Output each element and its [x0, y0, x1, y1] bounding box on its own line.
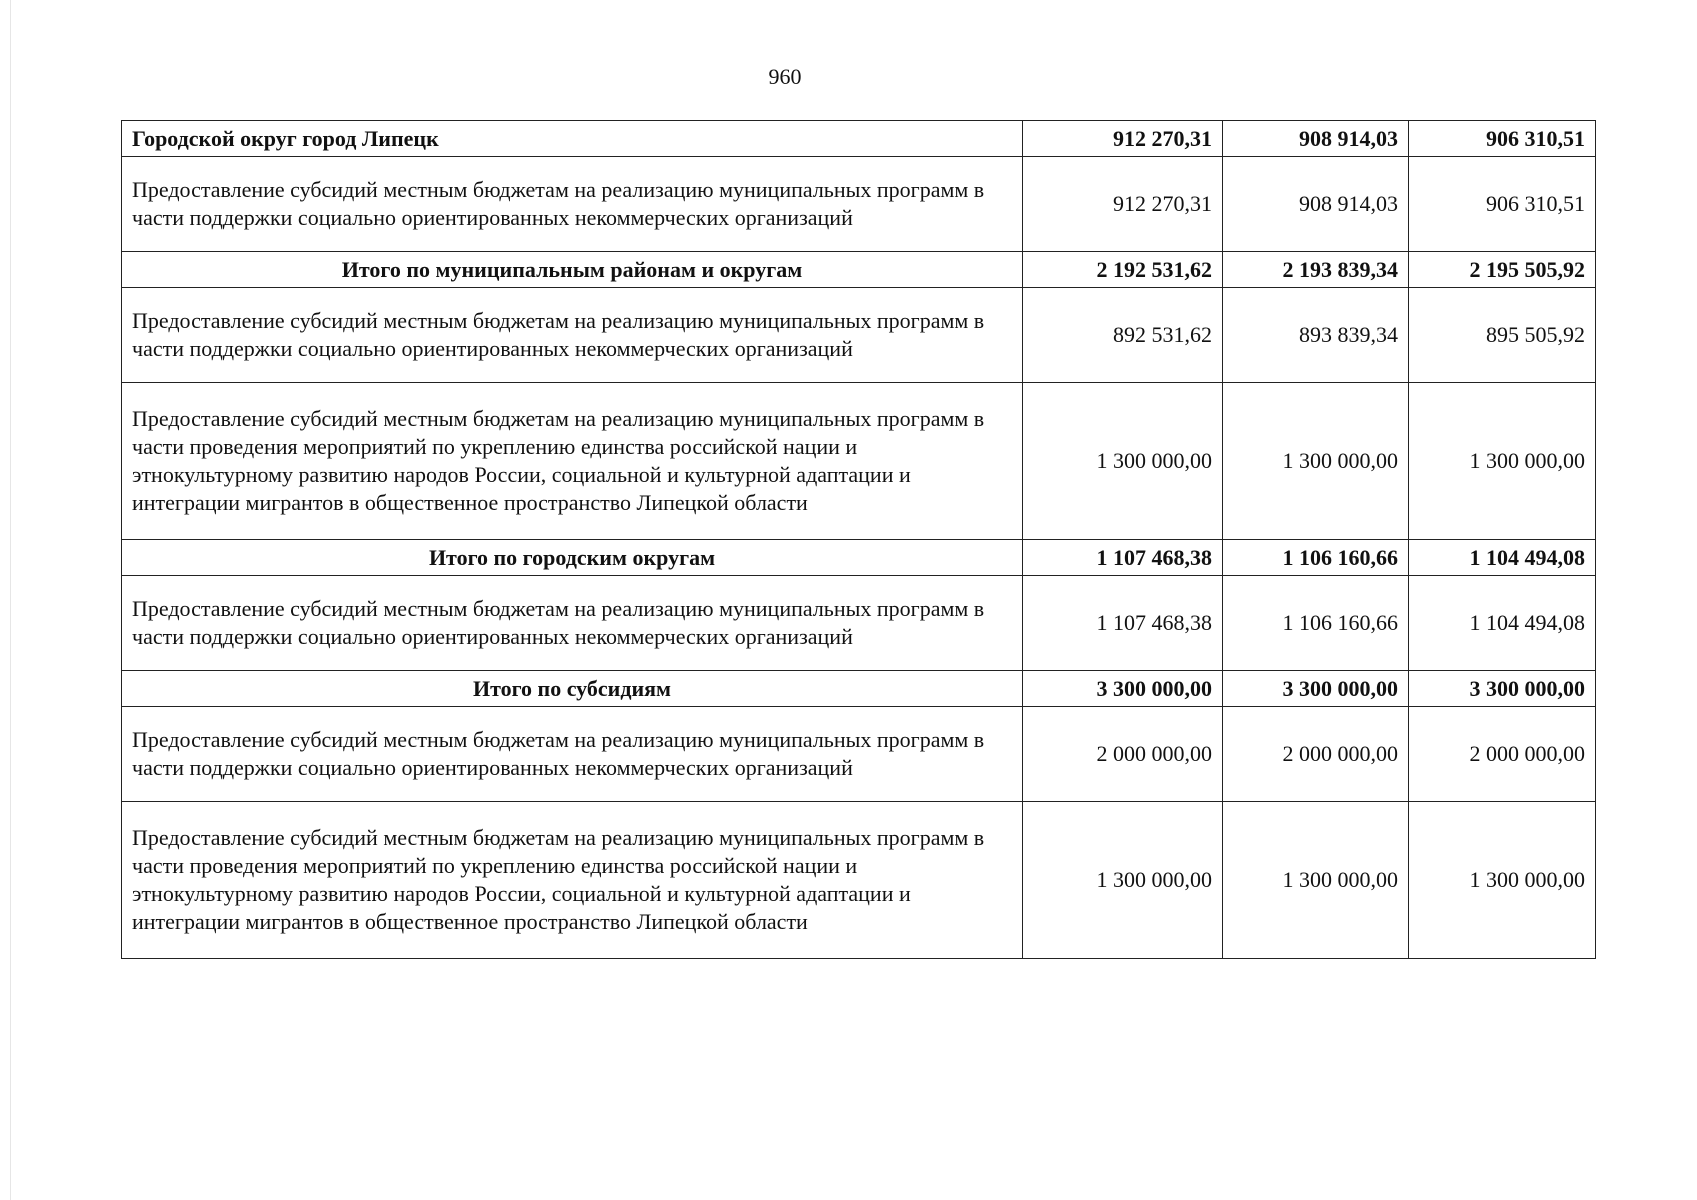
value-year-2: 1 300 000,00 — [1223, 802, 1409, 959]
row-label: Предоставление субсидий местным бюджетам на реализацию муниципальных программ в части проведения мероприятий по укреплению единства российской нации и этнокультурному развитию народов России, социальной и культурной адаптации и интеграции мигрантов в общественное пространство Липецкой области — [122, 802, 1023, 959]
value-year-3: 895 505,92 — [1409, 288, 1596, 383]
value-year-3: 1 300 000,00 — [1409, 383, 1596, 540]
row-label: Городской округ город Липецк — [122, 121, 1023, 157]
value-year-2: 2 193 839,34 — [1223, 252, 1409, 288]
value-year-1: 1 300 000,00 — [1023, 383, 1223, 540]
row-label: Итого по городским округам — [122, 540, 1023, 576]
value-year-1: 3 300 000,00 — [1023, 671, 1223, 707]
row-label: Предоставление субсидий местным бюджетам на реализацию муниципальных программ в части проведения мероприятий по укреплению единства российской нации и этнокультурному развитию народов России, социальной и культурной адаптации и интеграции мигрантов в общественное пространство Липецкой области — [122, 383, 1023, 540]
table-row — [122, 576, 1596, 671]
value-year-1: 1 300 000,00 — [1023, 802, 1223, 959]
table-row-total — [122, 252, 1596, 288]
value-year-2: 908 914,03 — [1223, 121, 1409, 157]
value-year-1: 2 000 000,00 — [1023, 707, 1223, 802]
value-year-2: 1 106 160,66 — [1223, 540, 1409, 576]
value-year-3: 2 195 505,92 — [1409, 252, 1596, 288]
value-year-1: 1 107 468,38 — [1023, 540, 1223, 576]
value-year-1: 2 192 531,62 — [1023, 252, 1223, 288]
row-label: Предоставление субсидий местным бюджетам на реализацию муниципальных программ в части поддержки социально ориентированных некоммерческих организаций — [122, 288, 1023, 383]
scan-edge-line — [10, 0, 11, 1200]
row-label: Предоставление субсидий местным бюджетам на реализацию муниципальных программ в части поддержки социально ориентированных некоммерческих организаций — [122, 157, 1023, 252]
row-label: Предоставление субсидий местным бюджетам на реализацию муниципальных программ в части поддержки социально ориентированных некоммерческих организаций — [122, 576, 1023, 671]
table-row — [122, 707, 1596, 802]
value-year-2: 1 106 160,66 — [1223, 576, 1409, 671]
value-year-1: 1 107 468,38 — [1023, 576, 1223, 671]
page-number: 960 — [768, 64, 802, 89]
table-row — [122, 802, 1596, 959]
value-year-2: 893 839,34 — [1223, 288, 1409, 383]
table-row-total — [122, 671, 1596, 707]
value-year-1: 892 531,62 — [1023, 288, 1223, 383]
value-year-3: 3 300 000,00 — [1409, 671, 1596, 707]
table-row — [122, 288, 1596, 383]
value-year-2: 3 300 000,00 — [1223, 671, 1409, 707]
value-year-3: 1 300 000,00 — [1409, 802, 1596, 959]
value-year-2: 1 300 000,00 — [1223, 383, 1409, 540]
table-row — [122, 157, 1596, 252]
value-year-2: 2 000 000,00 — [1223, 707, 1409, 802]
value-year-3: 906 310,51 — [1409, 121, 1596, 157]
subsidy-distribution-table — [121, 120, 1596, 959]
value-year-2: 908 914,03 — [1223, 157, 1409, 252]
value-year-1: 912 270,31 — [1023, 157, 1223, 252]
value-year-3: 1 104 494,08 — [1409, 540, 1596, 576]
table-row-total — [122, 540, 1596, 576]
value-year-3: 2 000 000,00 — [1409, 707, 1596, 802]
row-label: Предоставление субсидий местным бюджетам на реализацию муниципальных программ в части поддержки социально ориентированных некоммерческих организаций — [122, 707, 1023, 802]
row-label: Итого по муниципальным районам и округам — [122, 252, 1023, 288]
value-year-3: 1 104 494,08 — [1409, 576, 1596, 671]
value-year-1: 912 270,31 — [1023, 121, 1223, 157]
table-row-district-header — [122, 121, 1596, 157]
row-label: Итого по субсидиям — [122, 671, 1023, 707]
table-row — [122, 383, 1596, 540]
value-year-3: 906 310,51 — [1409, 157, 1596, 252]
